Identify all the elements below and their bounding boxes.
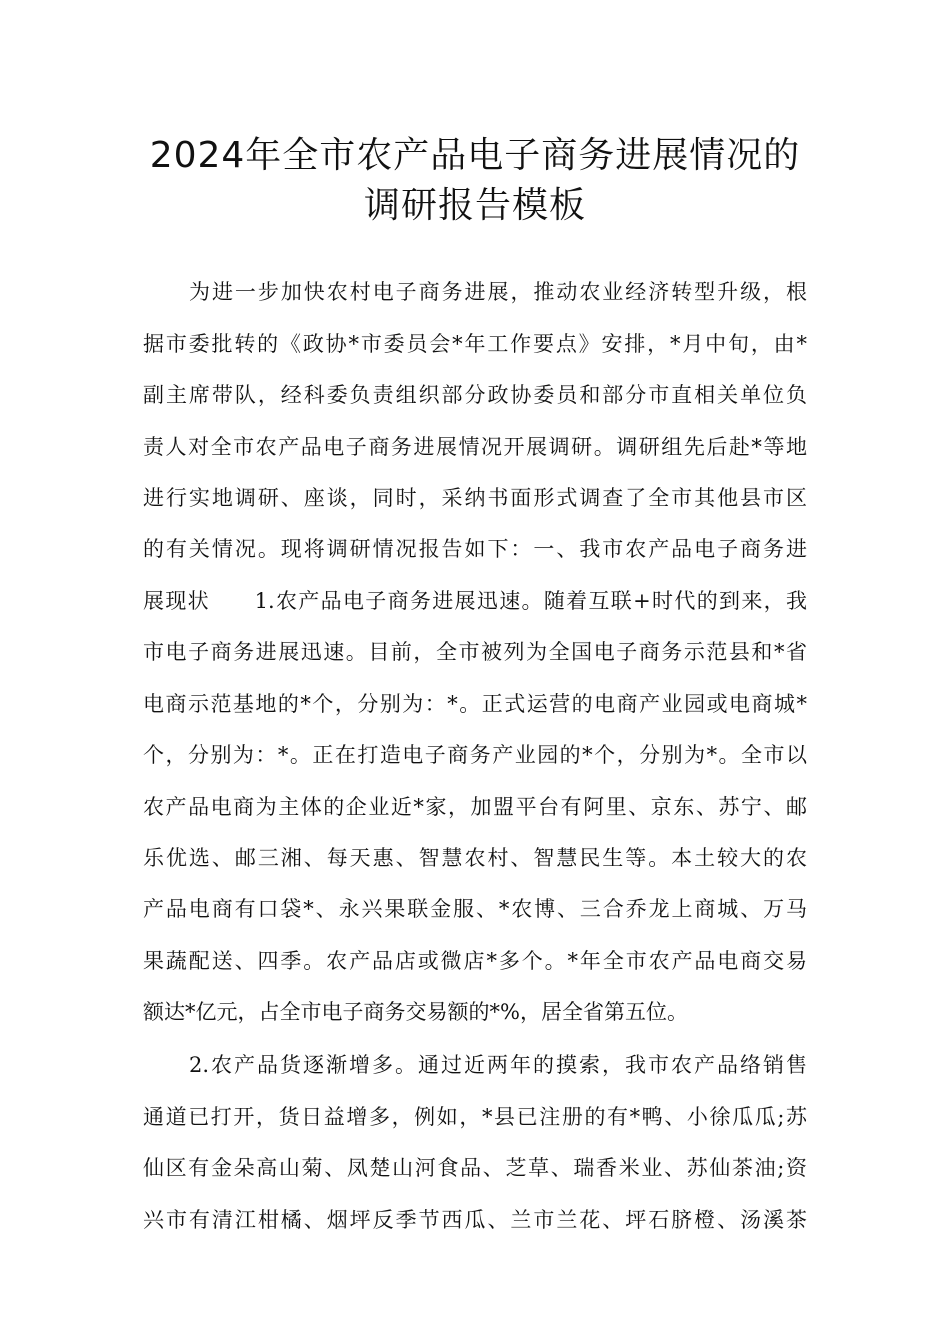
- paragraph-line: 乐优选、邮三湘、每天惠、智慧农村、智慧民生等。本土较大的农: [143, 846, 807, 870]
- paragraph-line: 通道已打开，货日益增多，例如，*县已注册的有*鸭、小徐瓜瓜;苏: [143, 1105, 807, 1129]
- paragraph-line: 责人对全市农产品电子商务进展情况开展调研。调研组先后赴*等地: [143, 435, 807, 459]
- paragraph-line: 副主席带队，经科委负责组织部分政协委员和部分市直相关单位负: [143, 383, 807, 407]
- document-title-line-2: 调研报告模板: [363, 185, 586, 226]
- paragraph-line: 果蔬配送、四季。农产品店或微店*多个。*年全市农产品电商交易: [143, 949, 807, 973]
- paragraph-line: 电商示范基地的*个，分别为：*。正式运营的电商产业园或电商城*: [143, 692, 807, 716]
- paragraph-line: 据市委批转的《政协*市委员会*年工作要点》安排，*月中旬，由*: [143, 332, 807, 356]
- paragraph-line: 兴市有清江柑橘、烟坪反季节西瓜、兰市兰花、坪石脐橙、汤溪茶: [143, 1208, 807, 1232]
- paragraph-line: 额达*亿元，占全市电子商务交易额的*%，居全省第五位。: [143, 1000, 688, 1024]
- paragraph-line: 进行实地调研、座谈，同时，采纳书面形式调查了全市其他县市区: [143, 486, 807, 510]
- paragraph-line: 市电子商务进展迅速。目前，全市被列为全国电子商务示范县和*省: [143, 640, 807, 664]
- paragraph-line: 仙区有金朵高山菊、凤楚山河食品、芝草、瑞香米业、苏仙茶油;资: [143, 1156, 807, 1180]
- paragraph-line: 的有关情况。现将调研情况报告如下：一、我市农产品电子商务进: [143, 537, 807, 561]
- paragraph-line: 展现状 1.农产品电子商务进展迅速。随着互联+时代的到来，我: [143, 589, 807, 613]
- paragraph-line: 产品电商有口袋*、永兴果联金服、*农博、三合乔龙上商城、万马: [143, 897, 807, 921]
- paragraph-line: 农产品电商为主体的企业近*家，加盟平台有阿里、京东、苏宁、邮: [143, 795, 807, 819]
- paragraph-line: 为进一步加快农村电子商务进展，推动农业经济转型升级，根: [189, 280, 807, 304]
- document-title-line-1: 2024年全市农产品电子商务进展情况的: [149, 135, 801, 176]
- paragraph-line: 个，分别为：*。正在打造电子商务产业园的*个，分别为*。全市以: [143, 743, 807, 767]
- paragraph-line: 2.农产品货逐渐增多。通过近两年的摸索，我市农产品络销售: [189, 1053, 807, 1077]
